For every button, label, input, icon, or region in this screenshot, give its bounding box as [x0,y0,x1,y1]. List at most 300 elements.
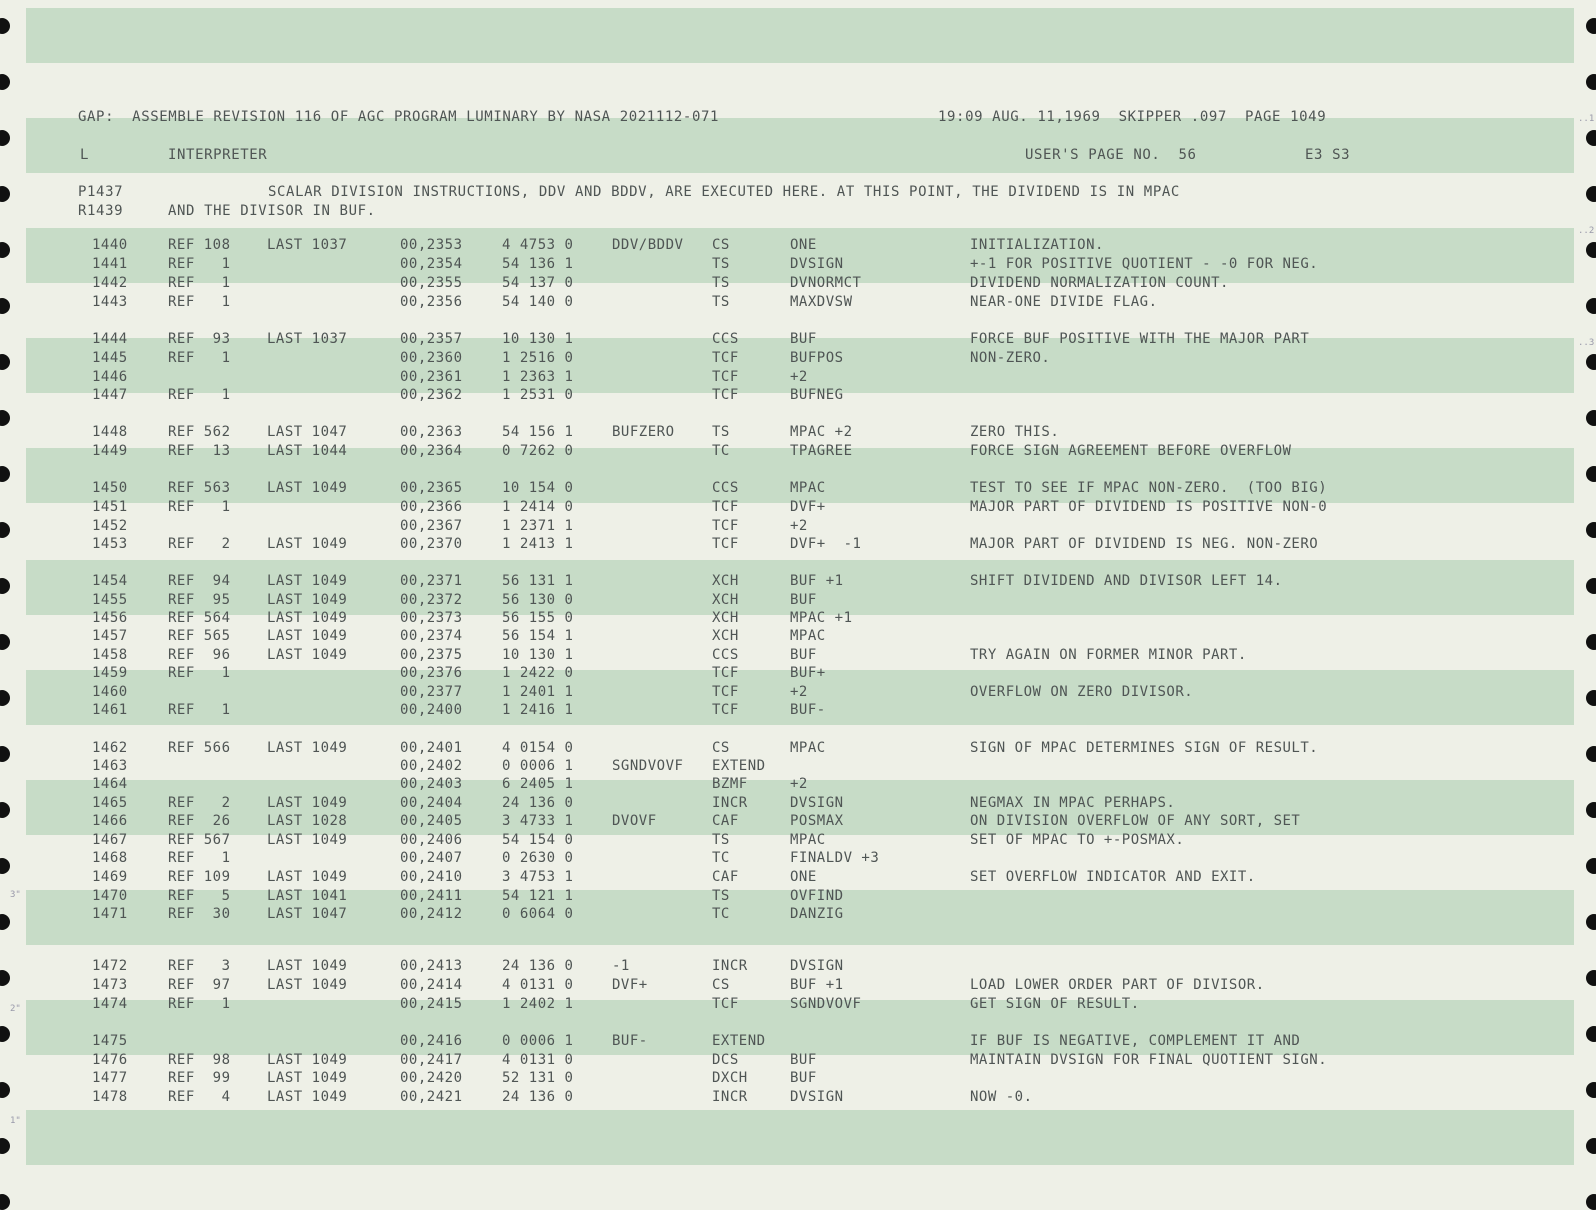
margin-mark: 3" [10,890,21,900]
margin-mark: ..1 [1578,114,1595,124]
listing-comment: +-1 FOR POSITIVE QUOTIENT - -0 FOR NEG. [970,256,1319,272]
listing-code: 10 130 1 [502,331,574,347]
feed-hole [0,1026,10,1042]
listing-operand: DVSIGN [790,958,844,974]
listing-addr: 00,2421 [400,1089,463,1105]
listing-operand: BUF [790,647,817,663]
listing-addr: 00,2400 [400,702,463,718]
listing-line: 1442 [92,275,128,291]
listing-code: 1 2422 0 [502,665,574,681]
listing-last: LAST 1049 [267,1070,348,1086]
feed-hole [1586,18,1596,34]
listing-op: CS [712,740,730,756]
listing-comment: INITIALIZATION. [970,237,1104,253]
listing-comment: IF BUF IS NEGATIVE, COMPLEMENT IT AND [970,1033,1301,1049]
listing-op: INCR [712,795,748,811]
listing-op: DCS [712,1052,739,1068]
feed-hole [1586,1026,1596,1042]
listing-op: TCF [712,350,739,366]
feed-hole [0,970,10,986]
listing-ref: REF 1 [168,294,231,310]
listing-code: 1 2402 1 [502,996,574,1012]
listing-addr: 00,2414 [400,977,463,993]
listing-code: 10 130 1 [502,647,574,663]
listing-code: 0 0006 1 [502,1033,574,1049]
feed-hole [1586,746,1596,762]
listing-comment: FORCE BUF POSITIVE WITH THE MAJOR PART [970,331,1310,347]
listing-addr: 00,2365 [400,480,463,496]
listing-op: TS [712,294,730,310]
listing-last: LAST 1049 [267,628,348,644]
listing-line: 1441 [92,256,128,272]
listing-op: CCS [712,647,739,663]
listing-line: 1455 [92,592,128,608]
listing-comment: SET OVERFLOW INDICATOR AND EXIT. [970,869,1256,885]
listing-line: 1474 [92,996,128,1012]
listing-last: LAST 1037 [267,237,348,253]
listing-addr: 00,2410 [400,869,463,885]
feed-hole [0,354,10,370]
listing-addr: 00,2415 [400,996,463,1012]
margin-mark: ..3 [1578,338,1595,348]
listing-op: XCH [712,628,739,644]
listing-comment: TEST TO SEE IF MPAC NON-ZERO. (TOO BIG) [970,480,1328,496]
listing-comment: NEAR-ONE DIVIDE FLAG. [970,294,1158,310]
feed-hole [0,746,10,762]
listing-line: 1444 [92,331,128,347]
listing-operand: BUF [790,1052,817,1068]
listing-operand: ONE [790,237,817,253]
listing-operand: DVSIGN [790,1089,844,1105]
listing-op: TC [712,443,730,459]
listing-addr: 00,2375 [400,647,463,663]
listing-addr: 00,2374 [400,628,463,644]
listing-comment: GET SIGN OF RESULT. [970,996,1140,1012]
listing-last: LAST 1049 [267,958,348,974]
listing-operand: BUFPOS [790,350,844,366]
feed-hole [0,522,10,538]
listing-ref: REF 1 [168,996,231,1012]
intro-text: AND THE DIVISOR IN BUF. [168,203,376,219]
margin-mark: 1" [10,1116,21,1126]
listing-code: 56 131 1 [502,573,574,589]
listing-addr: 00,2371 [400,573,463,589]
listing-op: TC [712,906,730,922]
listing-operand: MPAC [790,740,826,756]
listing-addr: 00,2354 [400,256,463,272]
listing-operand: TPAGREE [790,443,853,459]
listing-op: TCF [712,702,739,718]
listing-operand: BUF+ [790,665,826,681]
feed-hole [1586,802,1596,818]
listing-code: 56 154 1 [502,628,574,644]
listing-last: LAST 1049 [267,647,348,663]
listing-ref: REF 1 [168,499,231,515]
listing-last: LAST 1049 [267,1089,348,1105]
feed-hole [1586,1082,1596,1098]
listing-line: 1465 [92,795,128,811]
listing-line: 1470 [92,888,128,904]
listing-comment: MAJOR PART OF DIVIDEND IS POSITIVE NON-0 [970,499,1328,515]
listing-last: LAST 1049 [267,869,348,885]
listing-operand: SGNDVOVF [790,996,862,1012]
listing-ref: REF 3 [168,958,231,974]
listing-operand: +2 [790,518,808,534]
listing-label: BUFZERO [612,424,675,440]
listing-op: XCH [712,610,739,626]
listing-comment: ZERO THIS. [970,424,1060,440]
listing-operand: +2 [790,369,808,385]
listing-operand: DVSIGN [790,256,844,272]
timestamp: 19:09 AUG. 11,1969 SKIPPER .097 PAGE 1049 [938,109,1327,125]
listing-addr: 00,2353 [400,237,463,253]
feed-hole [1586,466,1596,482]
listing-ref: REF 566 [168,740,231,756]
listing-ref: REF 1 [168,256,231,272]
listing-op: CAF [712,869,739,885]
listing-ref: REF 26 [168,813,231,829]
listing-last: LAST 1049 [267,573,348,589]
listing-op: EXTEND [712,758,766,774]
listing-code: 52 131 0 [502,1070,574,1086]
listing-operand: DVNORMCT [790,275,862,291]
feed-hole [1586,298,1596,314]
listing-last: LAST 1028 [267,813,348,829]
feed-hole [1586,130,1596,146]
listing-code: 1 2416 1 [502,702,574,718]
listing-addr: 00,2362 [400,387,463,403]
listing-addr: 00,2376 [400,665,463,681]
listing-ref: REF 562 [168,424,231,440]
listing-op: TCF [712,684,739,700]
feed-hole [1586,1194,1596,1210]
listing-line: 1446 [92,369,128,385]
listing-ref: REF 4 [168,1089,231,1105]
listing-code: 4 0131 0 [502,1052,574,1068]
listing-code: 0 6064 0 [502,906,574,922]
listing-ref: REF 1 [168,350,231,366]
listing-addr: 00,2357 [400,331,463,347]
listing-line: 1466 [92,813,128,829]
listing-operand: DVF+ [790,499,826,515]
listing-addr: 00,2370 [400,536,463,552]
listing-addr: 00,2407 [400,850,463,866]
listing-comment: DIVIDEND NORMALIZATION COUNT. [970,275,1229,291]
listing-code: 1 2371 1 [502,518,574,534]
listing-last: LAST 1049 [267,1052,348,1068]
feed-hole [1586,354,1596,370]
feed-hole [0,298,10,314]
listing-code: 54 137 0 [502,275,574,291]
listing-last: LAST 1049 [267,832,348,848]
listing-line: 1475 [92,1033,128,1049]
listing-op: DXCH [712,1070,748,1086]
listing-op: TCF [712,518,739,534]
listing-comment: FORCE SIGN AGREEMENT BEFORE OVERFLOW [970,443,1292,459]
listing-code: 1 2413 1 [502,536,574,552]
listing-operand: +2 [790,776,808,792]
listing-code: 4 0131 0 [502,977,574,993]
listing-operand: +2 [790,684,808,700]
feed-hole [0,18,10,34]
listing-comment: MAJOR PART OF DIVIDEND IS NEG. NON-ZERO [970,536,1319,552]
listing-ref: REF 30 [168,906,231,922]
listing-ref: REF 99 [168,1070,231,1086]
listing-line: 1469 [92,869,128,885]
listing-op: TS [712,832,730,848]
listing-op: TS [712,256,730,272]
listing-addr: 00,2401 [400,740,463,756]
listing-ref: REF 108 [168,237,231,253]
listing-line: 1447 [92,387,128,403]
feed-hole [0,634,10,650]
feed-hole [0,466,10,482]
listing-comment: NEGMAX IN MPAC PERHAPS. [970,795,1176,811]
feed-hole [1586,1138,1596,1154]
listing-op: CS [712,977,730,993]
listing-operand: DVSIGN [790,795,844,811]
listing-ref: REF 1 [168,702,231,718]
listing-addr: 00,2416 [400,1033,463,1049]
margin-mark: ..2 [1578,226,1595,236]
listing-addr: 00,2373 [400,610,463,626]
listing-ref: REF 5 [168,888,231,904]
listing-line: 1472 [92,958,128,974]
listing-line: 1461 [92,702,128,718]
listing-op: BZMF [712,776,748,792]
listing-op: CCS [712,331,739,347]
listing-comment: MAINTAIN DVSIGN FOR FINAL QUOTIENT SIGN. [970,1052,1328,1068]
listing-op: TS [712,888,730,904]
listing-code: 1 2516 0 [502,350,574,366]
listing-op: CS [712,237,730,253]
listing-op: EXTEND [712,1033,766,1049]
listing-line: 1456 [92,610,128,626]
listing-op: XCH [712,592,739,608]
listing-addr: 00,2402 [400,758,463,774]
listing-operand: MPAC [790,832,826,848]
greenbar-band [26,8,1574,63]
listing-ref: REF 98 [168,1052,231,1068]
listing-code: 0 2630 0 [502,850,574,866]
listing-code: 1 2531 0 [502,387,574,403]
listing-addr: 00,2360 [400,350,463,366]
listing-line: 1457 [92,628,128,644]
listing-op: CAF [712,813,739,829]
listing-operand: MPAC [790,480,826,496]
user-page-number: USER'S PAGE NO. 56 [1025,147,1197,163]
feed-hole [0,914,10,930]
listing-line: 1453 [92,536,128,552]
listing-ref: REF 97 [168,977,231,993]
feed-hole [0,578,10,594]
listing-code: 54 140 0 [502,294,574,310]
listing-addr: 00,2417 [400,1052,463,1068]
listing-label: DVOVF [612,813,657,829]
listing-op: TCF [712,665,739,681]
listing-operand: BUF [790,592,817,608]
listing-addr: 00,2356 [400,294,463,310]
listing-line: 1454 [92,573,128,589]
listing-code: 24 136 0 [502,795,574,811]
feed-hole [0,1138,10,1154]
listing-line: 1459 [92,665,128,681]
listing-ref: REF 96 [168,647,231,663]
listing-op: CCS [712,480,739,496]
listing-addr: 00,2361 [400,369,463,385]
listing-code: 10 154 0 [502,480,574,496]
feed-hole [1586,242,1596,258]
listing-operand: BUF [790,331,817,347]
listing-line: 1450 [92,480,128,496]
listing-code: 56 155 0 [502,610,574,626]
listing-line: 1468 [92,850,128,866]
listing-addr: 00,2366 [400,499,463,515]
listing-operand: POSMAX [790,813,844,829]
listing-ref: REF 563 [168,480,231,496]
listing-operand: ONE [790,869,817,885]
feed-hole [1586,578,1596,594]
listing-comment: NON-ZERO. [970,350,1051,366]
feed-hole [0,130,10,146]
bank-code: E3 S3 [1305,147,1351,163]
listing-code: 54 154 0 [502,832,574,848]
listing-line: 1443 [92,294,128,310]
listing-label: BUF- [612,1033,648,1049]
feed-hole [1586,634,1596,650]
listing-op: TS [712,275,730,291]
listing-addr: 00,2405 [400,813,463,829]
listing-code: 0 0006 1 [502,758,574,774]
feed-hole [1586,186,1596,202]
listing-ref: REF 94 [168,573,231,589]
listing-line: 1460 [92,684,128,700]
feed-hole [1586,410,1596,426]
listing-line: 1445 [92,350,128,366]
listing-code: 24 136 0 [502,958,574,974]
listing-code: 1 2401 1 [502,684,574,700]
listing-ref: REF 564 [168,610,231,626]
listing-label: SGNDVOVF [612,758,684,774]
listing-line: 1449 [92,443,128,459]
listing-addr: 00,2420 [400,1070,463,1086]
listing-op: TCF [712,369,739,385]
feed-hole [0,1194,10,1210]
feed-hole [0,74,10,90]
listing-ref: REF 565 [168,628,231,644]
listing-operand: BUFNEG [790,387,844,403]
listing-line: 1452 [92,518,128,534]
listing-line: 1451 [92,499,128,515]
listing-comment: SHIFT DIVIDEND AND DIVISOR LEFT 14. [970,573,1283,589]
listing-comment: NOW -0. [970,1089,1033,1105]
listing-last: LAST 1049 [267,795,348,811]
listing-line: 1463 [92,758,128,774]
listing-last: LAST 1049 [267,536,348,552]
listing-last: LAST 1037 [267,331,348,347]
listing-operand: OVFIND [790,888,844,904]
listing-addr: 00,2377 [400,684,463,700]
section-name: INTERPRETER [168,147,268,163]
feed-hole [0,858,10,874]
greenbar-band [26,118,1574,173]
listing-addr: 00,2355 [400,275,463,291]
listing-operand: MPAC +2 [790,424,853,440]
listing-operand: BUF [790,1070,817,1086]
listing-op: INCR [712,958,748,974]
feed-hole [1586,690,1596,706]
listing-ref: REF 93 [168,331,231,347]
listing-operand: BUF- [790,702,826,718]
feed-hole [0,186,10,202]
listing-addr: 00,2406 [400,832,463,848]
feed-hole [0,690,10,706]
listing-code: 1 2363 1 [502,369,574,385]
feed-hole [1586,74,1596,90]
listing-addr: 00,2411 [400,888,463,904]
listing-ref: REF 13 [168,443,231,459]
feed-hole [1586,522,1596,538]
feed-hole [1586,858,1596,874]
listing-addr: 00,2367 [400,518,463,534]
section-letter: L [80,147,90,163]
listing-operand: BUF +1 [790,977,844,993]
listing-last: LAST 1047 [267,424,348,440]
listing-last: LAST 1049 [267,740,348,756]
intro-text: SCALAR DIVISION INSTRUCTIONS, DDV AND BDDV, ARE EXECUTED HERE. AT THIS POINT, THE DIVIDEND IS IN MPAC [268,184,1180,200]
listing-last: LAST 1049 [267,977,348,993]
listing-operand: MPAC [790,628,826,644]
listing-last: LAST 1047 [267,906,348,922]
feed-hole [0,242,10,258]
listing-comment: SET OF MPAC TO +-POSMAX. [970,832,1185,848]
feed-hole [0,1082,10,1098]
listing-last: LAST 1044 [267,443,348,459]
listing-line: 1462 [92,740,128,756]
listing-ref: REF 1 [168,275,231,291]
listing-op: TCF [712,387,739,403]
listing-code: 3 4733 1 [502,813,574,829]
listing-line: 1464 [92,776,128,792]
listing-operand: FINALDV +3 [790,850,880,866]
listing-code: 56 130 0 [502,592,574,608]
listing-ref: REF 109 [168,869,231,885]
listing-code: 54 136 1 [502,256,574,272]
listing-op: TC [712,850,730,866]
listing-code: 4 4753 0 [502,237,574,253]
listing-op: XCH [712,573,739,589]
listing-code: 1 2414 0 [502,499,574,515]
listing-comment: SIGN OF MPAC DETERMINES SIGN OF RESULT. [970,740,1319,756]
listing-line: 1440 [92,237,128,253]
listing-op: TCF [712,536,739,552]
listing-operand: BUF +1 [790,573,844,589]
listing-ref: REF 567 [168,832,231,848]
intro-line-number: P1437 [78,184,124,200]
assembly-title: GAP: ASSEMBLE REVISION 116 OF AGC PROGRAM LUMINARY BY NASA 2021112-071 [78,109,720,125]
listing-line: 1476 [92,1052,128,1068]
listing-code: 4 0154 0 [502,740,574,756]
listing-addr: 00,2412 [400,906,463,922]
listing-comment: TRY AGAIN ON FORMER MINOR PART. [970,647,1247,663]
listing-operand: MAXDVSW [790,294,853,310]
feed-hole [1586,970,1596,986]
listing-last: LAST 1049 [267,592,348,608]
listing-operand: DVF+ -1 [790,536,862,552]
listing-ref: REF 2 [168,536,231,552]
listing-code: 3 4753 1 [502,869,574,885]
listing-comment: OVERFLOW ON ZERO DIVISOR. [970,684,1194,700]
